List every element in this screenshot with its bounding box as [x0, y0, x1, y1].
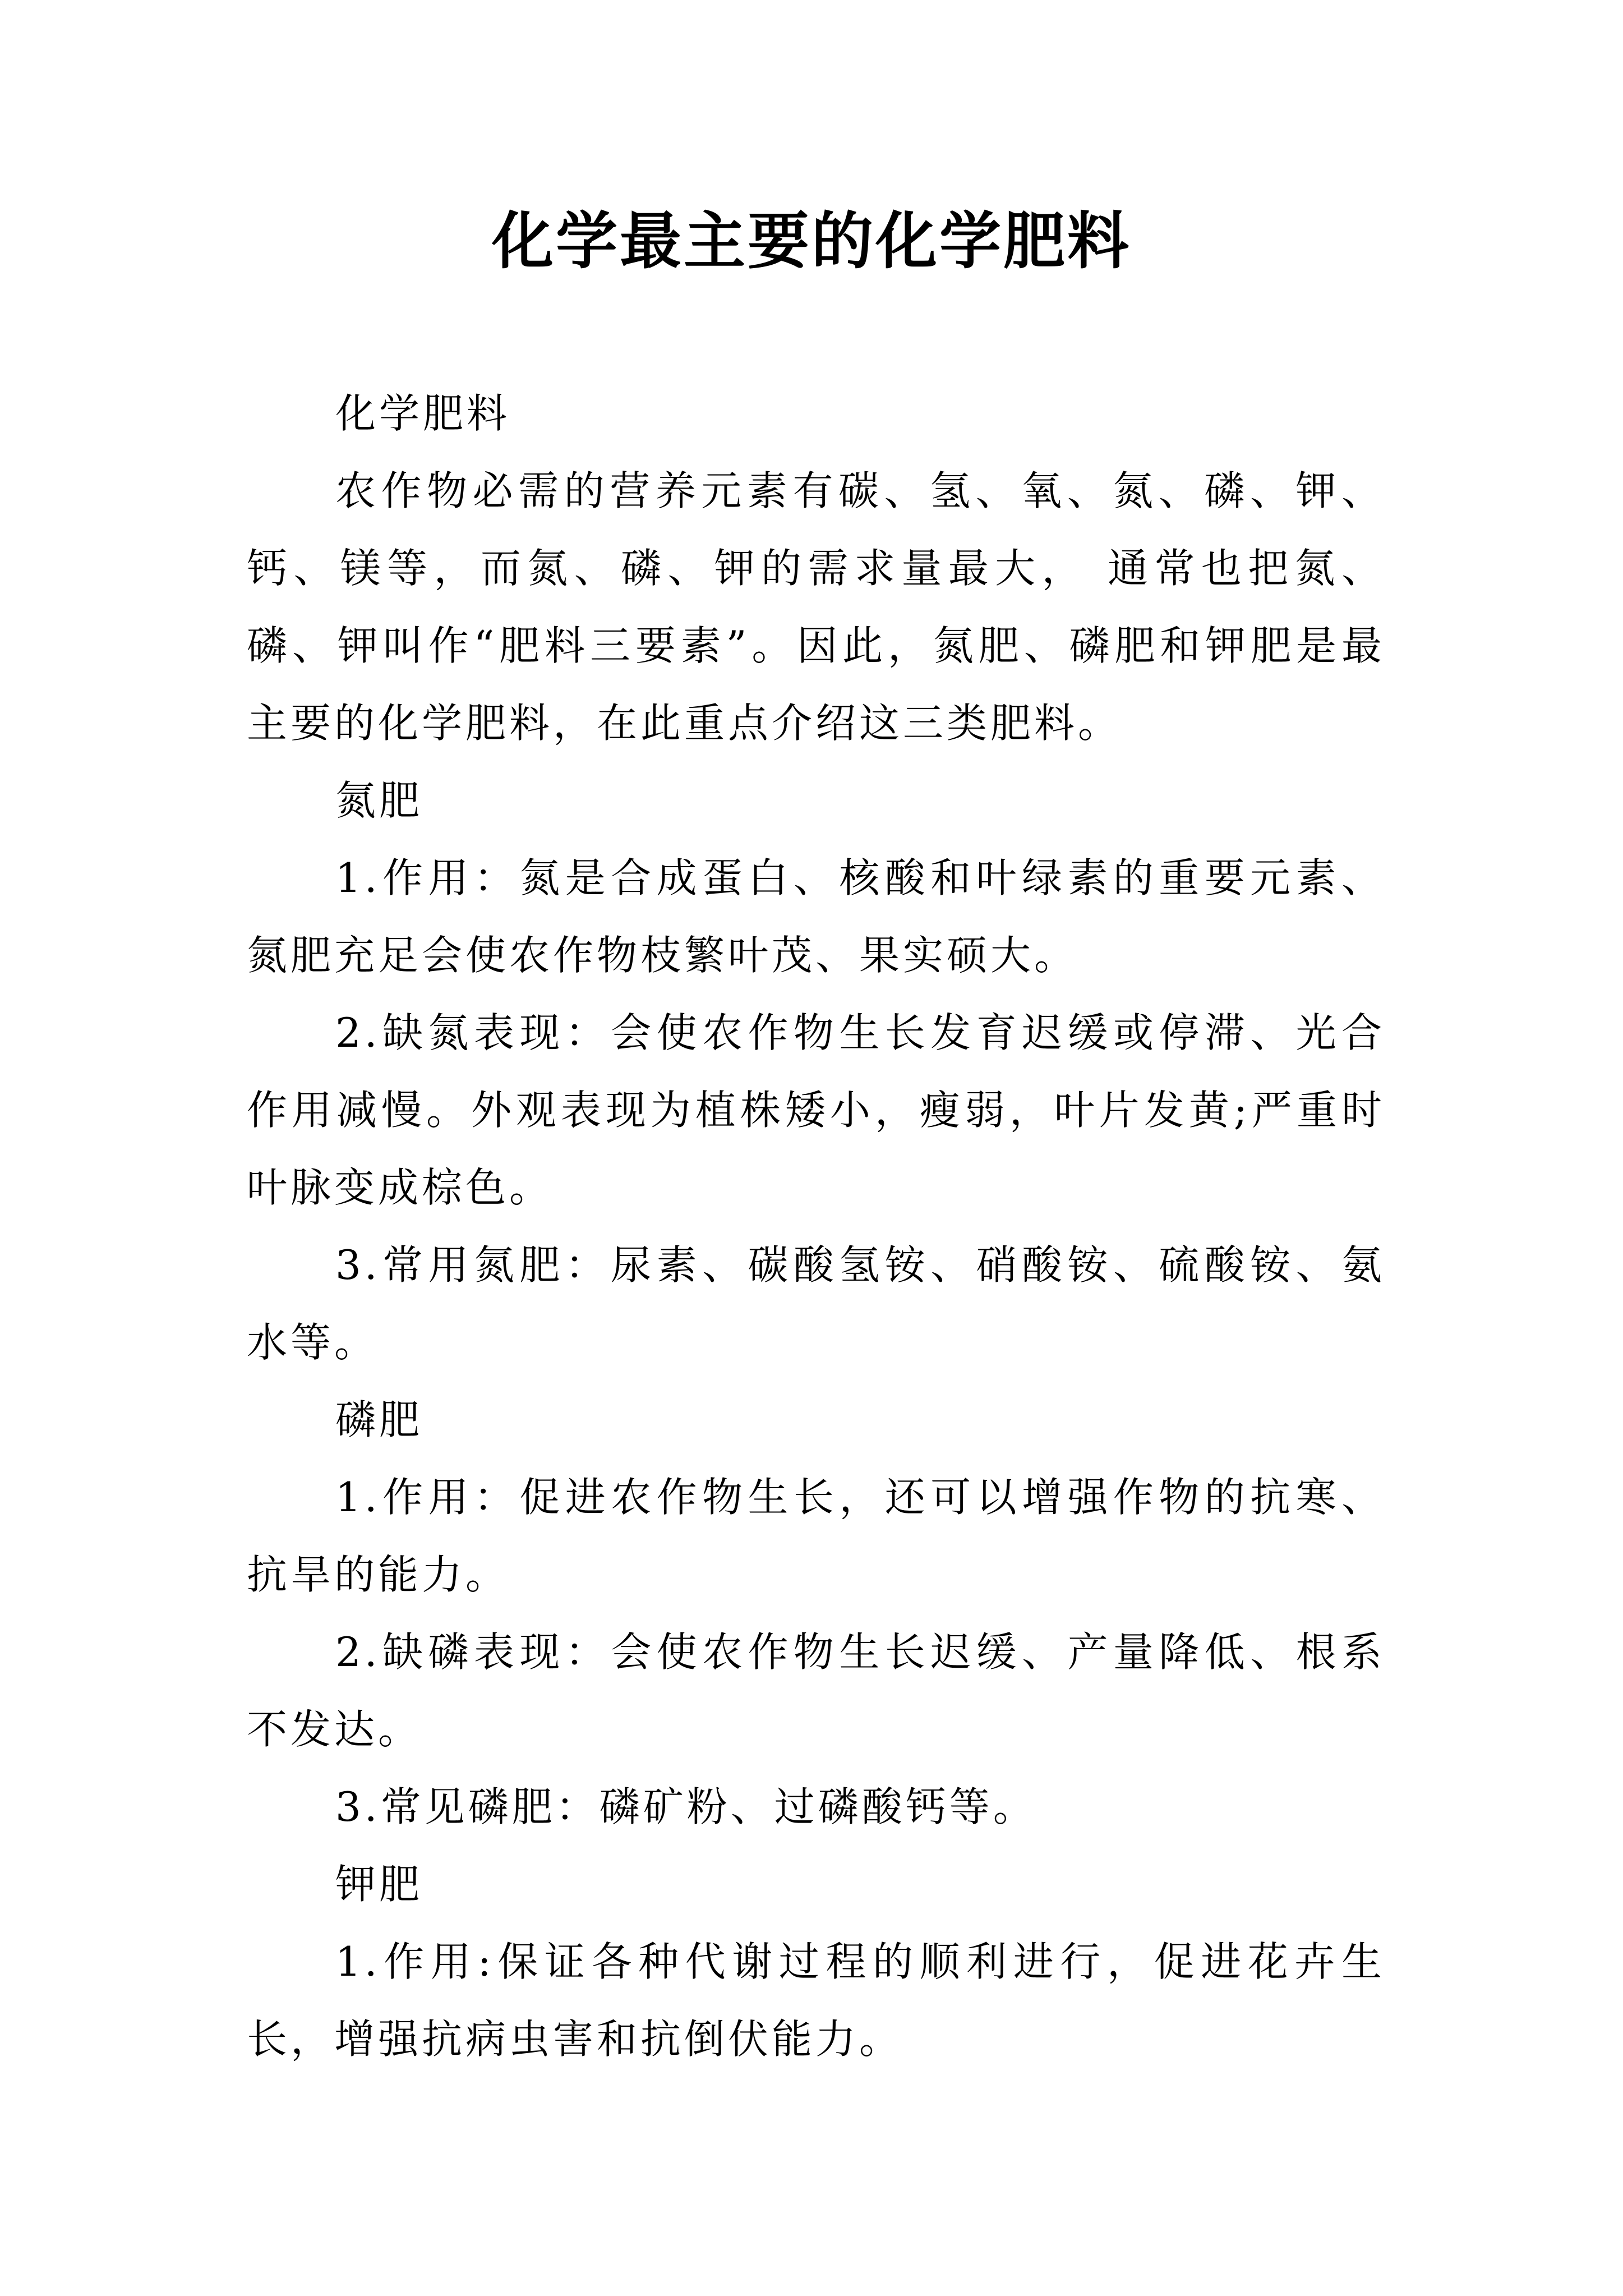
phosphorus-common: 3.常见磷肥：磷矿粉、过磷酸钙等。 — [335, 1783, 1037, 1830]
nitrogen-common: 3.常用氮肥：尿素、碳酸氢铵、硝酸铵、硫酸铵、氨水等。 — [247, 1241, 1385, 1366]
nitrogen-deficiency: 2.缺氮表现：会使农作物生长发育迟缓或停滞、光合作用减慢。外观表现为植株矮小，瘦弱，叶片发黄;严重时叶脉变成棕色。 — [247, 1009, 1385, 1211]
section-heading-nitrogen: 氮肥 — [335, 777, 423, 824]
section-heading-potassium: 钾肥 — [335, 1861, 423, 1908]
intro-paragraph: 农作物必需的营养元素有碳、氢、氧、氮、磷、钾、钙、镁等，而氮、磷、钾的需求量最大， 通常也把氮、磷、钾叫作“肥料三要素”。因此，氮肥、磷肥和钾肥是最主要的化学肥料，在此重点介绍这三类肥料。 — [247, 467, 1385, 747]
document-title: 化学最主要的化学肥料 — [492, 205, 1131, 277]
phosphorus-function: 1.作用：促进农作物生长，还可以增强作物的抗寒、抗旱的能力。 — [247, 1474, 1385, 1598]
phosphorus-deficiency: 2.缺磷表现：会使农作物生长迟缓、产量降低、根系不发达。 — [247, 1628, 1385, 1753]
section-heading-phosphorus: 磷肥 — [335, 1396, 423, 1443]
potassium-function: 1.作用:保证各种代谢过程的顺利进行，促进花卉生长，增强抗病虫害和抗倒伏能力。 — [247, 1938, 1385, 2063]
nitrogen-function: 1.作用：氮是合成蛋白、核酸和叶绿素的重要元素、氮肥充足会使农作物枝繁叶茂、果实硕大。 — [247, 854, 1385, 979]
section-heading-fertilizer: 化学肥料 — [335, 390, 511, 437]
document-body — [247, 375, 1385, 2078]
